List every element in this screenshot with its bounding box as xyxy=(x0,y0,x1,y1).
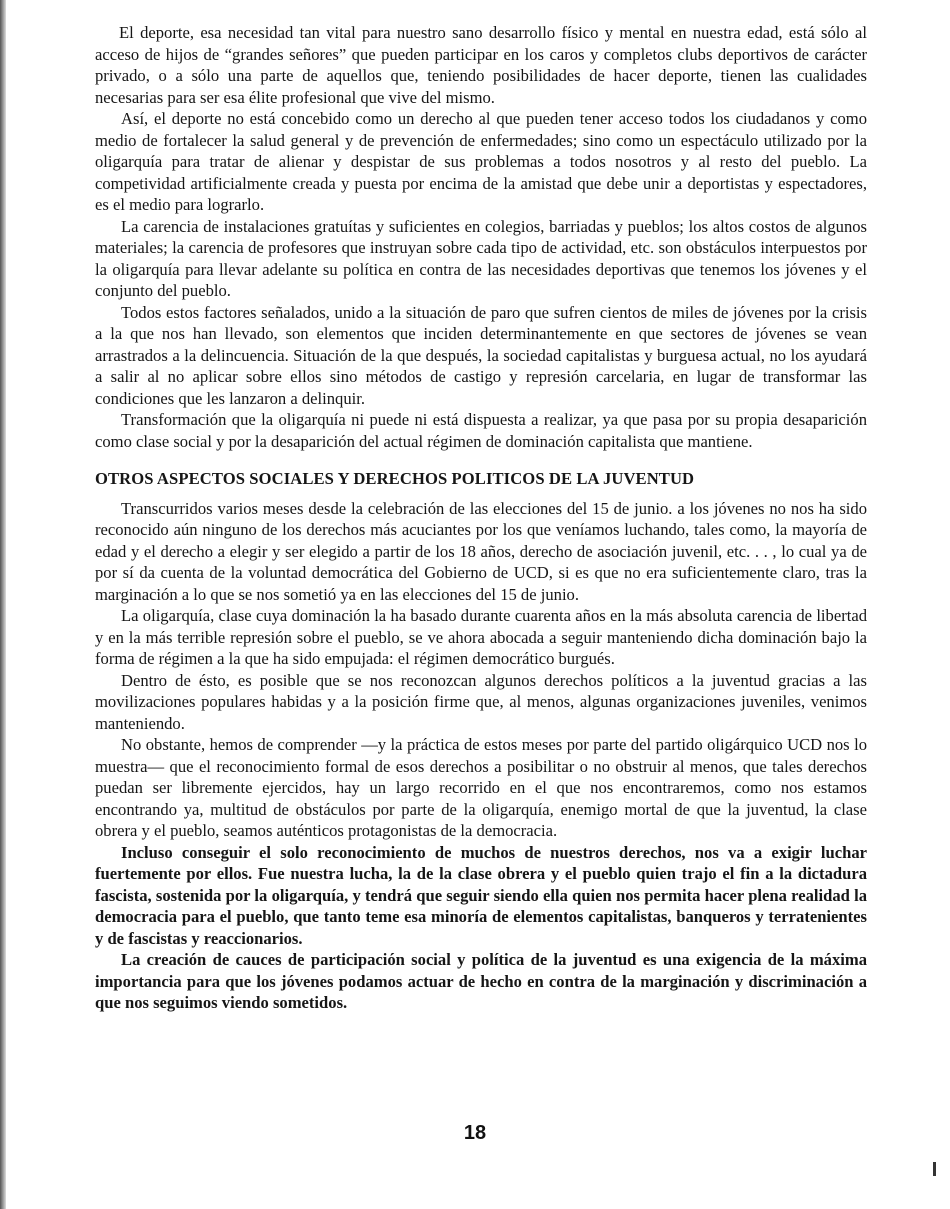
section-heading: OTROS ASPECTOS SOCIALES Y DERECHOS POLITICOS DE LA JUVENTUD xyxy=(95,469,695,488)
paragraph: No obstante, hemos de comprender —y la práctica de estos meses por parte del partido oligárquico UCD nos lo muestra— que el reconocimiento formal de esos derechos a posibilitar o no obstruir al menos, que tales derechos puedan ser libremente ejercidos, hay un largo recorrido en el que nos encontraremos, como nos estamos encontrando ya, multitud de obstáculos por parte de la oligarquía, enemigo mortal de que la juventud, la clase obrera y el pueblo, seamos auténticos protagonistas de la democracia. xyxy=(95,735,867,840)
paragraph: Así, el deporte no está concebido como un derecho al que pueden tener acceso todos los ciudadanos y como medio de fortalecer la salud general y de prevención de enfermedades; sino como un espectáculo utilizado por la oligarquía para tratar de alienar y despistar de sus problemas a todos nosotros y al resto del pueblo. La competividad artificialmente creada y puesta por encima de la amistad que debe unir a deportistas y espectadores, es el medio para lograrlo. xyxy=(95,109,867,214)
scan-mark xyxy=(933,1162,936,1176)
paragraph: Todos estos factores señalados, unido a la situación de paro que sufren cientos de miles de jóvenes por la crisis a la que nos han llevado, son elementos que inciden determinantemente en que sectores de jóvenes se vean arrastrados a la delincuencia. Situación de la que después, la sociedad capitalistas y burguesa actual, no los ayudará a salir al no aplicar sobre ellos sino métodos de castigo y represión carcelaria, en lugar de transformar las condiciones que les lanzaron a delinquir. xyxy=(95,302,867,408)
paragraph: Transcurridos varios meses desde la celebración de las elecciones del 15 de junio. a los jóvenes no nos ha sido reconocido aún ninguno de los derechos más acuciantes por los que veníamos luchando, tales como, la mayoría de edad y el derecho a elegir y ser elegido a partir de los 18 años, derecho de asociación juvenil, etc. . . , lo cual ya de por sí da cuenta de la voluntad democrática del Gobierno de UCD, si es que no era suficientemente claro, tras la marginación a lo que se nos sometió ya en las elecciones del 15 de junio. xyxy=(95,498,867,604)
paragraph: El deporte, esa necesidad tan vital para nuestro sano desarrollo físico y mental en nuestra edad, está sólo al acceso de hijos de “grandes señores” que pueden participar en los caros y completos clubs deportivos de carácter privado, o a sólo una parte de aquellos que, teniendo posibilidades de hacer deporte, tienen las cualidades necesarias para ser esa élite profesional que vive del mismo. xyxy=(95,23,867,107)
article-body xyxy=(95,22,867,1014)
paragraph: La oligarquía, clase cuya dominación la ha basado durante cuarenta años en la más absoluta carencia de libertad y en la más terrible represión sobre el pueblo, se ve ahora abocada a seguir manteniendo dicha dominación bajo la forma de régimen a la que ha sido empujada: el régimen democrático burgués. xyxy=(95,606,867,668)
paragraph: Dentro de ésto, es posible que se nos reconozcan algunos derechos políticos a la juventud gracias a las movilizaciones populares habidas y a la posición firme que, al menos, algunas organizaciones juveniles, venimos manteniendo. xyxy=(95,670,867,733)
page-edge-shadow xyxy=(0,0,6,1209)
page-number: 18 xyxy=(463,1122,487,1144)
paragraph: Transformación que la oligarquía ni puede ni está dispuesta a realizar, ya que pasa por su propia desaparición como clase social y por la desaparición del actual régimen de dominación capitalista que mantiene. xyxy=(95,410,867,451)
paragraph: La carencia de instalaciones gratuítas y suficientes en colegios, barriadas y pueblos; los altos costos de algunos materiales; la carencia de profesores que instruyan sobre cada tipo de actividad, etc. son obstáculos interpuestos por la oligarquía para llevar adelante su política en contra de las necesidades deportivas que tenemos los jóvenes y el conjunto del pueblo. xyxy=(95,216,867,300)
paragraph-bold: Incluso conseguir el solo reconocimiento de muchos de nuestros derechos, nos va a exigir luchar fuertemente por ellos. Fue nuestra lucha, la de la clase obrera y el pueblo quien trajo el fin a la dictadura fascista, sostenida por la oligarquía, y tendrá que seguir siendo ella quien nos permita hacer plena realidad la democracia para el pueblo, que tanto teme esa minoría de elementos capitalistas, banqueros y terratenientes y de fascistas y reaccionarios. xyxy=(95,842,867,948)
paragraph-bold: La creación de cauces de participación social y política de la juventud es una exigencia de la máxima importancia para que los jóvenes podamos actuar de hecho en contra de la marginación y discriminación a que nos seguimos viendo sometidos. xyxy=(95,950,867,1012)
